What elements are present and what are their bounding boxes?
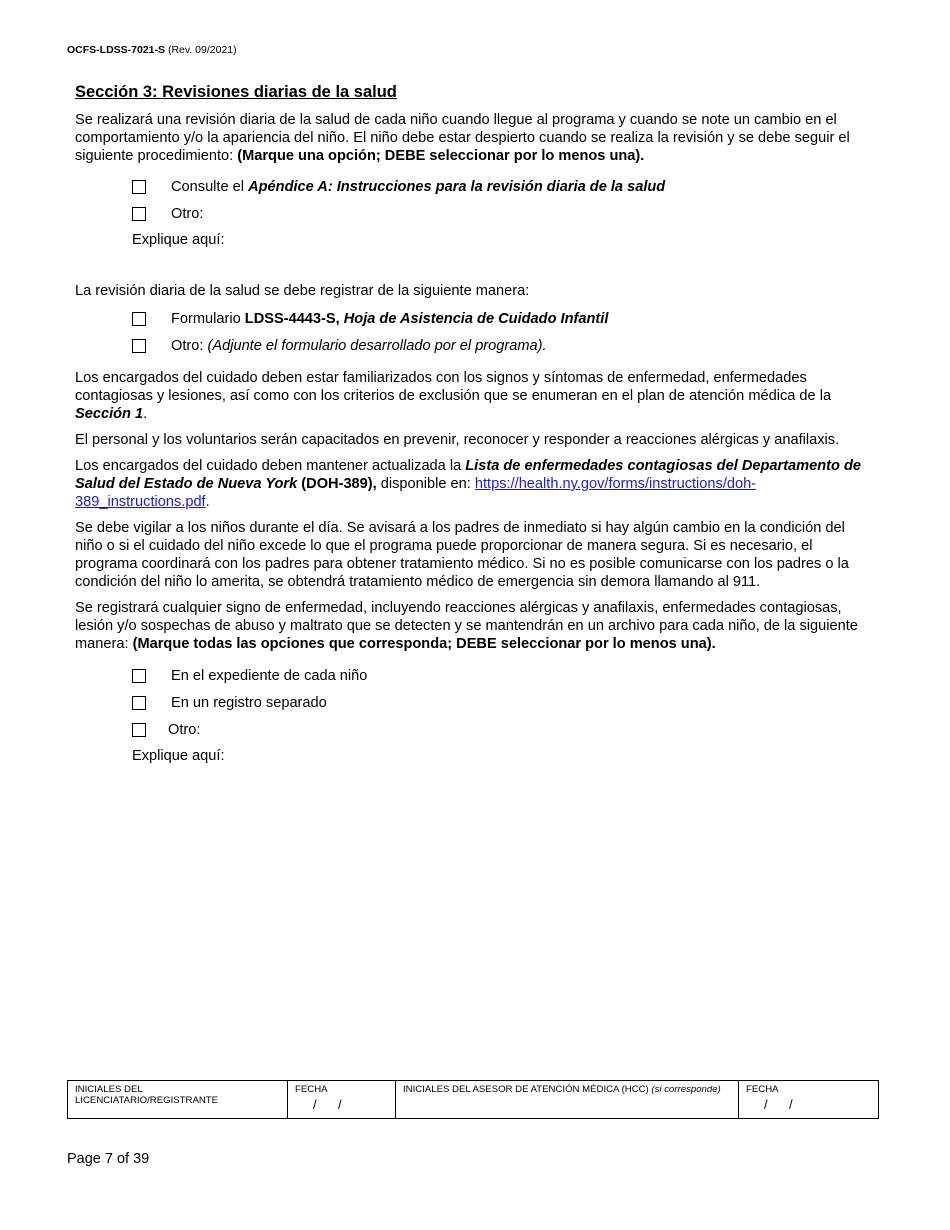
- explain-label-file: Explique aquí:: [132, 748, 225, 764]
- record-option-ldss[interactable]: [132, 305, 865, 332]
- option-label: Formulario LDSS-4443-S, Hoja de Asistencia de Cuidado Infantil: [171, 310, 609, 327]
- doh-list-paragraph: Los encargados del cuidado deben mantener actualizada la Lista de enfermedades contagiosas del Departamento de Salud del Estado de Nueva York (DOH-389), disponible en: https://health.ny.gov/forms/instructions/doh-389_instructions.pdf.: [75, 458, 862, 510]
- date-cell-2[interactable]: [739, 1081, 879, 1119]
- option-label: Consulte el Apéndice A: Instrucciones para la revisión diaria de la salud: [171, 178, 666, 195]
- checkbox-record-other[interactable]: [132, 339, 146, 353]
- form-identifier: [67, 44, 237, 56]
- record-paragraph: La revisión diaria de la salud se debe registrar de la siguiente manera:: [75, 283, 530, 299]
- date-slashes: / /: [764, 1097, 793, 1112]
- option-label: Otro:: [168, 721, 201, 738]
- checkbox-child-record[interactable]: [132, 669, 146, 683]
- intro-paragraph: Se realizará una revisión diaria de la salud de cada niño cuando llegue al programa y cuando se note un cambio en el comportamiento y/o la apariencia del niño. El niño debe estar despierto cuando se realiza la revisión y se debe seguir el siguiente procedimiento: (Marque una opción; DEBE seleccionar por lo menos una).: [75, 112, 850, 164]
- checkbox-separate-log[interactable]: [132, 696, 146, 710]
- checkbox-procedure-other[interactable]: [132, 207, 146, 221]
- licensee-initials-label: INICIALES DEL LICENCIATARIO/REGISTRANTE: [75, 1084, 219, 1106]
- licensee-initials-cell[interactable]: [68, 1081, 288, 1119]
- checkbox-file-other[interactable]: [132, 723, 146, 737]
- option-label: Otro:: [171, 205, 204, 222]
- hcc-initials-label: INICIALES DEL ASESOR DE ATENCIÓN MÉDICA (HCC): [403, 1084, 652, 1095]
- procedure-option-other[interactable]: [132, 200, 865, 227]
- procedure-option-appendix[interactable]: [132, 173, 865, 200]
- hcc-initials-cell[interactable]: [396, 1081, 739, 1119]
- checkbox-appendix-a[interactable]: [132, 180, 146, 194]
- caregivers-paragraph: Los encargados del cuidado deben estar familiarizados con los signos y síntomas de enfermedad, enfermedades contagiosas y lesiones, así como con los criterios de exclusión que se enumeran en el plan de atención médica de la Sección 1.: [75, 370, 832, 422]
- explain-area-procedure[interactable]: [75, 254, 865, 282]
- section-3-content: [75, 82, 865, 770]
- signature-table: [67, 1080, 879, 1119]
- option-label: En un registro separado: [171, 694, 327, 711]
- hcc-note: (si corresponde): [651, 1084, 721, 1095]
- form-code: OCFS-LDSS-7021-S: [67, 44, 166, 56]
- explain-label-procedure: Explique aquí:: [132, 232, 225, 248]
- form-revision: (Rev. 09/2021): [167, 44, 237, 56]
- date-slashes: / /: [313, 1097, 342, 1112]
- option-label: Otro: (Adjunte el formulario desarrollado por el programa).: [171, 337, 547, 354]
- monitor-paragraph: Se debe vigilar a los niños durante el día. Se avisará a los padres de inmediato si hay algún cambio en la condición del niño o si el cuidado del niño excede lo que el programa puede proporcionar de manera segura. Si es necesario, el programa coordinará con los padres para obtener tratamiento médico. Si no es posible comunicarse con los padres o la condición del niño lo amerita, se obtendrá tratamiento médico de emergencia sin demora llamando al 911.: [75, 520, 849, 590]
- signs-paragraph: Se registrará cualquier signo de enfermedad, incluyendo reacciones alérgicas y anafilaxis, enfermedades contagiosas, lesión y/o sospechas de abuso y maltrato que se detecten y se mantendrán en un archivo para cada niño, de la siguiente manera: (Marque todas las opciones que corresponda; DEBE seleccionar por lo menos una).: [75, 600, 858, 652]
- doh-389-link[interactable]: https://health.ny.gov/forms/instructions/doh-389_instructions.pdf: [75, 476, 757, 510]
- record-option-other[interactable]: [132, 332, 865, 359]
- page-number: Page 7 of 39: [67, 1151, 150, 1167]
- staff-paragraph: El personal y los voluntarios serán capacitados en prevenir, reconocer y responder a reacciones alérgicas y anafilaxis.: [75, 432, 840, 448]
- date-label: FECHA: [746, 1084, 779, 1095]
- file-option-separate-log[interactable]: [132, 689, 865, 716]
- option-label: En el expediente de cada niño: [171, 667, 368, 684]
- checkbox-ldss-4443[interactable]: [132, 312, 146, 326]
- file-option-other[interactable]: [132, 716, 865, 743]
- file-option-child-record[interactable]: [132, 662, 865, 689]
- date-label: FECHA: [295, 1084, 328, 1095]
- section-title: Sección 3: Revisiones diarias de la salud: [75, 83, 397, 101]
- date-cell-1[interactable]: [288, 1081, 396, 1119]
